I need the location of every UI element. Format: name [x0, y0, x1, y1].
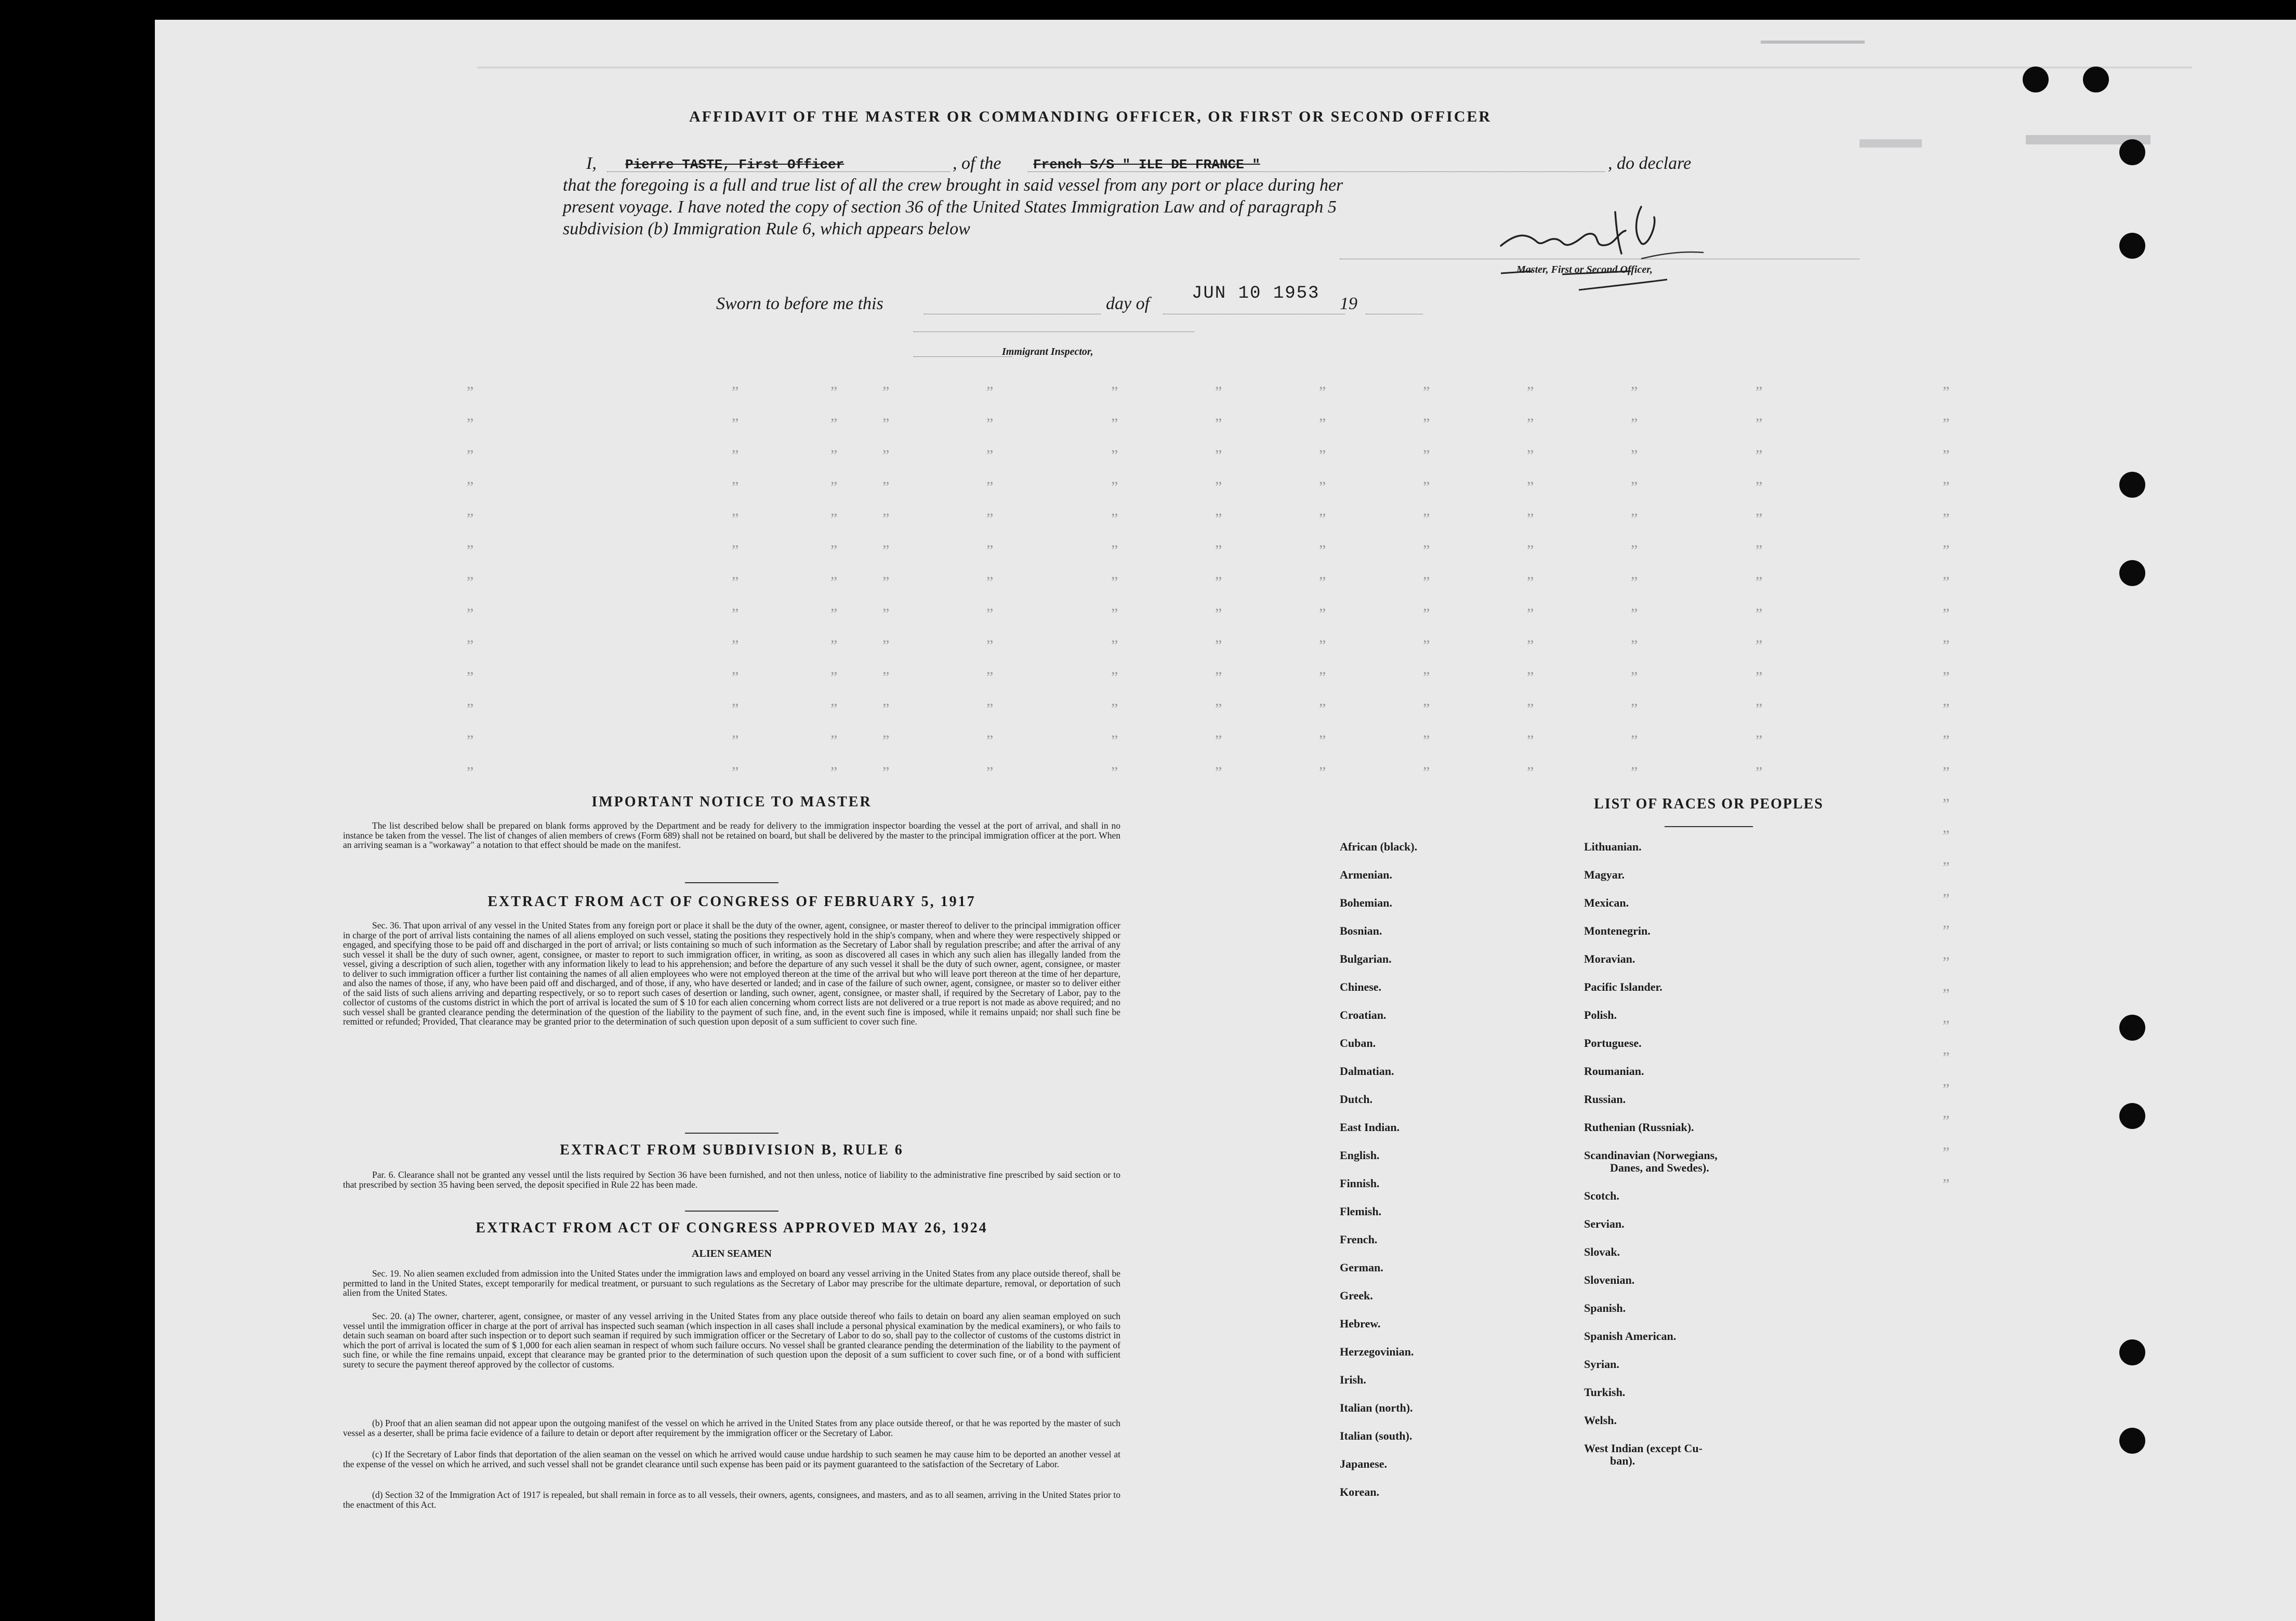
ditto-mark: ”: [732, 415, 739, 432]
ditto-mark: ”: [1756, 637, 1763, 654]
race-item: Spanish American.: [1584, 1330, 1677, 1343]
ditto-mark: ”: [986, 732, 994, 749]
ditto-mark: ”: [467, 574, 474, 591]
ditto-mark: ”: [986, 383, 994, 401]
ditto-mark: ”: [1111, 383, 1118, 401]
ditto-mark: ”: [1756, 605, 1763, 622]
ditto-mark: ”: [1319, 447, 1326, 464]
ditto-mark: ”: [467, 542, 474, 559]
ditto-mark: ”: [1111, 732, 1118, 749]
race-item: Bulgarian.: [1340, 952, 1392, 965]
ditto-mark: ”: [1943, 827, 1950, 844]
document-page: [155, 20, 2296, 1621]
race-item: West Indian (except Cu-: [1584, 1442, 1703, 1455]
ditto-mark: ”: [986, 415, 994, 432]
ditto-mark: ”: [882, 637, 890, 654]
race-item: Hebrew.: [1340, 1317, 1381, 1330]
notice-body: The list described below shall be prepared on blank forms approved by the Department and be ready for delivery to the immigration inspector boarding the vessel at the port of arrival, and shall in no instance be taken from the vessel. The list of changes of alien members of crews (Form 689) shall not be retained on board, but shall be delivered by the master to the principal immigration officer at the port. When an arriving seaman is a "workaway" a notation to that effect should be made on the manifest.: [343, 820, 1120, 850]
affidavit-i-label: I,: [586, 154, 597, 173]
ditto-mark: ”: [1319, 732, 1326, 749]
race-item: English.: [1340, 1149, 1380, 1162]
ditto-mark: ”: [1756, 447, 1763, 464]
ditto-mark: ”: [1527, 605, 1534, 622]
race-item: Turkish.: [1584, 1386, 1626, 1399]
race-item: Chinese.: [1340, 980, 1382, 993]
ditto-mark: ”: [830, 415, 838, 432]
race-item: Bohemian.: [1340, 896, 1392, 909]
act1917-body: Sec. 36. That upon arrival of any vessel in the United States from any foreign port or place it shall be the duty of the owner, agent, consignee, or master thereof to deliver to the principal immigration officer in charge of the port of arrival lists containing the names of all aliens employed on such vessel, stating the positions they respectively hold in the ship's company, when and where they were respectively shipped or engaged, and specifying those to be paid off and discharged in the port of arrival; or lists containing so much of such information as the Secretary of Labor shall by regulation prescribe; and after the arrival of any such vessel it shall be the duty of such owner, agent, consignee, or master to report to such immigration officer, in writing, as soon as discovered all cases in which any such alien has illegally landed from the vessel, giving a description of such alien, together with any information likely to lead to his apprehension; and before the departure of any such vessel it shall be the duty of such owner, agent, consignee, or master to deliver to such immigration officer a further list containing the names of all alien employees who were not employed thereon at the time of the arrival but who will leave port thereon at the time of her departure, and also the names of those, if any, who have been paid off and discharged, and of those, if any, who have deserted or landed; and in case of the failure of such owner, agent, consignee, or master so to deliver either of the said lists of such aliens arriving and departing respectively, or so to report such cases of desertion or landing, such owner, agent, consignee, or master shall, if required by the Secretary of Labor, pay to the collector of customs of the customs district in which the port of arrival is located the sum of $ 10 for each alien concerning whom correct lists are not delivered or a true report is not made as above required; and no such vessel shall be granted clearance pending the determination of the question of the liability to the payment of such fine, and, in the event such fine is imposed, while it remains unpaid; nor shall such fine be remitted or refunded; Provided, That clearance may be granted prior to the determination of such question upon deposit of a sum sufficient to cover such fine.: [343, 920, 1120, 1027]
race-item: East Indian.: [1340, 1121, 1400, 1134]
ditto-mark: ”: [467, 510, 474, 527]
ditto-mark: ”: [830, 700, 838, 718]
ditto-mark: ”: [1943, 605, 1950, 622]
ditto-mark: ”: [1943, 383, 1950, 401]
ditto-mark: ”: [467, 479, 474, 496]
ditto-mark: ”: [1631, 669, 1638, 686]
ditto-mark: ”: [986, 669, 994, 686]
ditto-mark: ”: [1423, 574, 1430, 591]
ditto-mark: ”: [986, 637, 994, 654]
act1924-sec20a: Sec. 20. (a) The owner, charterer, agent, consignee, or master of any vessel arriving in the United States from any place outside thereof who fails to detain on board any alien seaman employed on such vessel until the immigration officer in charge at the port of arrival has inspected such seaman (which inspection in all cases shall include a personal physical examination by the medical examiners), or who fails to detain such seaman on board after such inspection or to deport such seaman if required by such immigration officer or the Secretary of Labor to do so, shall pay to the collector of customs of the customs district in which the port of arrival is located the sum of $ 1,000 for each alien seaman in respect of whom such failure occurs. No vessel shall be granted clearance pending the determination of the liability to the payment of such fine, or while the fine remains unpaid, except that clearance may be granted prior to the determination of such question upon the deposit of a sum sufficient to cover such fine, or of a bond with sufficient surety to secure the payment thereof approved by the collector of customs.: [343, 1311, 1120, 1370]
inspector-label: Immigrant Inspector,: [1002, 346, 1093, 357]
ditto-mark: ”: [1111, 542, 1118, 559]
ditto-mark: ”: [1215, 637, 1222, 654]
races-heading: LIST OF RACES OR PEOPLES: [1594, 796, 1824, 812]
bleed-mark: [477, 67, 2192, 82]
ditto-mark: ”: [1943, 1017, 1950, 1034]
ditto-mark: ”: [986, 700, 994, 718]
ditto-mark: ”: [732, 510, 739, 527]
ditto-mark: ”: [1423, 479, 1430, 496]
ditto-mark: ”: [1943, 795, 1950, 813]
ditto-mark: ”: [882, 732, 890, 749]
act1924-subheading: ALIEN SEAMEN: [692, 1248, 772, 1259]
ditto-mark: ”: [882, 605, 890, 622]
ditto-mark: ”: [1319, 415, 1326, 432]
ditto-mark: ”: [1319, 605, 1326, 622]
ditto-mark: ”: [1631, 605, 1638, 622]
ditto-mark: ”: [1943, 1081, 1950, 1098]
ditto-mark: ”: [830, 383, 838, 401]
ditto-mark: ”: [732, 542, 739, 559]
ditto-mark: ”: [1423, 732, 1430, 749]
signature-caption: Master, First or Second Officer,: [1516, 264, 1653, 275]
ditto-mark: ”: [1631, 732, 1638, 749]
punch-hole: [2119, 139, 2145, 165]
ditto-mark: ”: [1319, 574, 1326, 591]
ditto-mark: ”: [830, 574, 838, 591]
rule6-body: Par. 6. Clearance shall not be granted any vessel until the lists required by Section 36 have been furnished, and not then unless, notice of liability to the administrative fine prescribed by said section or to that prescribed by section 35 having been served, the deposit specified in Rule 22 has been made.: [343, 1170, 1120, 1190]
race-item: Italian (south).: [1340, 1429, 1413, 1442]
ditto-mark: ”: [732, 637, 739, 654]
ditto-mark: ”: [882, 415, 890, 432]
punch-hole: [2119, 1428, 2145, 1454]
section-divider: [1665, 826, 1753, 827]
race-item: Roumanian.: [1584, 1065, 1644, 1078]
ditto-mark: ”: [986, 605, 994, 622]
ditto-mark: ”: [1527, 637, 1534, 654]
ditto-mark: ”: [882, 510, 890, 527]
race-item: Spanish.: [1584, 1301, 1626, 1314]
ditto-mark: ”: [732, 447, 739, 464]
ditto-mark: ”: [1527, 510, 1534, 527]
ditto-mark: ”: [830, 732, 838, 749]
race-item: Dalmatian.: [1340, 1065, 1394, 1078]
punch-hole: [2119, 233, 2145, 259]
race-item: Pacific Islander.: [1584, 980, 1662, 993]
ditto-mark: ”: [830, 764, 838, 781]
affidavit-of-the: , of the: [953, 154, 1001, 173]
ditto-mark: ”: [467, 669, 474, 686]
ditto-mark: ”: [986, 542, 994, 559]
ditto-mark: ”: [1215, 764, 1222, 781]
ditto-mark: ”: [467, 764, 474, 781]
affidavit-heading: AFFIDAVIT OF THE MASTER OR COMMANDING OFFICER, OR FIRST OR SECOND OFFICER: [689, 108, 1492, 125]
race-item: Flemish.: [1340, 1205, 1382, 1218]
race-item: Russian.: [1584, 1093, 1626, 1106]
ditto-mark: ”: [1631, 415, 1638, 432]
ditto-mark: ”: [830, 542, 838, 559]
race-item: ban).: [1610, 1454, 1635, 1467]
ditto-mark: ”: [986, 447, 994, 464]
ditto-mark: ”: [1631, 764, 1638, 781]
ditto-mark: ”: [1215, 542, 1222, 559]
race-item: French.: [1340, 1233, 1378, 1246]
ditto-mark: ”: [986, 764, 994, 781]
punch-hole: [2119, 472, 2145, 498]
ditto-mark: ”: [1111, 479, 1118, 496]
ditto-mark: ”: [1215, 605, 1222, 622]
act1924-sec20c: (c) If the Secretary of Labor finds that deportation of the alien seaman on the vessel on which he arrived would cause undue hardship to such seamen he may cause him to be deported an another vessel at the expense of the vessel on which he arrived, and such vessel shall not be grandet clearance until such expense has been paid or its payment guaranteed to the satisfaction of the Secretary of Labor.: [343, 1449, 1120, 1469]
ditto-mark: ”: [732, 605, 739, 622]
section-divider: [685, 882, 778, 883]
ditto-mark: ”: [1215, 700, 1222, 718]
officer-name: Pierre TASTE, First Officer: [625, 157, 844, 172]
ditto-mark: ”: [1423, 764, 1430, 781]
ditto-mark: ”: [1756, 479, 1763, 496]
ditto-mark: ”: [1943, 1176, 1950, 1193]
act1924-sec20b: (b) Proof that an alien seaman did not appear upon the outgoing manifest of the vessel on which he arrived in the United States from any place outside thereof, or that he was reported by the master of such vessel as a deserter, shall be prima facie evidence of a failure to detain or deport after requirement by the immigration officer or the Secretary of Labor.: [343, 1418, 1120, 1438]
ditto-mark: ”: [986, 479, 994, 496]
affidavit-do-declare: , do declare: [1608, 154, 1692, 173]
race-item: Croatian.: [1340, 1008, 1387, 1021]
ditto-mark: ”: [1756, 574, 1763, 591]
race-item: Slovenian.: [1584, 1273, 1635, 1286]
ditto-mark: ”: [1527, 415, 1534, 432]
race-item: Ruthenian (Russniak).: [1584, 1121, 1694, 1134]
ditto-mark: ”: [1215, 383, 1222, 401]
notice-heading: IMPORTANT NOTICE TO MASTER: [591, 794, 872, 810]
ditto-mark: ”: [830, 447, 838, 464]
ditto-mark: ”: [882, 669, 890, 686]
ditto-mark: ”: [1943, 574, 1950, 591]
act1924-heading: EXTRACT FROM ACT OF CONGRESS APPROVED MAY 26, 1924: [476, 1220, 988, 1236]
race-item: Herzegovinian.: [1340, 1345, 1414, 1358]
ditto-mark: ”: [882, 447, 890, 464]
ditto-mark: ”: [1111, 669, 1118, 686]
affidavit-line-2: that the foregoing is a full and true list of all the crew brought in said vessel from any port or place during her: [563, 176, 1343, 195]
ditto-mark: ”: [1111, 764, 1118, 781]
ditto-mark: ”: [1943, 859, 1950, 876]
ditto-mark: ”: [1527, 700, 1534, 718]
race-item: Slovak.: [1584, 1245, 1620, 1258]
ditto-mark: ”: [1215, 415, 1222, 432]
race-item: Italian (north).: [1340, 1401, 1413, 1414]
ditto-mark: ”: [1423, 383, 1430, 401]
ditto-mark: ”: [1215, 479, 1222, 496]
punch-hole: [2119, 1015, 2145, 1041]
race-item: Lithuanian.: [1584, 840, 1642, 853]
act1924-sec19: Sec. 19. No alien seamen excluded from admission into the United States under the immigration laws and employed on board any vessel arriving in the United States from any place outside thereof, shall be permitted to land in the United States, except temporarily for medical treatment, or pursuant to such regulations as the Secretary of Labor may prescribe for the ultimate departure, removal, or deportation of such alien from the United States.: [343, 1268, 1120, 1298]
ditto-mark: ”: [1943, 764, 1950, 781]
ditto-mark: ”: [1319, 542, 1326, 559]
ditto-mark: ”: [1111, 700, 1118, 718]
ditto-mark: ”: [1756, 383, 1763, 401]
ditto-mark: ”: [1423, 447, 1430, 464]
ditto-mark: ”: [1943, 479, 1950, 496]
race-item: Armenian.: [1340, 868, 1392, 881]
ditto-mark: ”: [1631, 700, 1638, 718]
ditto-mark: ”: [1111, 605, 1118, 622]
ditto-mark: ”: [882, 479, 890, 496]
ditto-mark: ”: [1111, 510, 1118, 527]
bleed-mark: [1859, 139, 1922, 148]
ditto-mark: ”: [1943, 669, 1950, 686]
ditto-mark: ”: [467, 732, 474, 749]
race-item: Scotch.: [1584, 1189, 1619, 1202]
ditto-mark: ”: [1215, 732, 1222, 749]
affidavit-line-4: subdivision (b) Immigration Rule 6, which appears below: [563, 219, 970, 238]
ditto-mark: ”: [467, 447, 474, 464]
ditto-mark: ”: [1631, 510, 1638, 527]
race-item: German.: [1340, 1261, 1383, 1274]
ditto-mark: ”: [1111, 637, 1118, 654]
ditto-mark: ”: [1756, 700, 1763, 718]
race-item: Greek.: [1340, 1289, 1373, 1302]
strike-marks: [1501, 264, 1688, 305]
race-item: Syrian.: [1584, 1358, 1619, 1371]
ditto-mark: ”: [1215, 447, 1222, 464]
ditto-mark: ”: [1756, 415, 1763, 432]
sworn-label: Sworn to before me this: [716, 294, 883, 313]
ditto-mark: ”: [467, 637, 474, 654]
ditto-mark: ”: [830, 479, 838, 496]
ditto-mark: ”: [882, 383, 890, 401]
ditto-mark: ”: [732, 479, 739, 496]
race-item: Japanese.: [1340, 1457, 1388, 1470]
dotted-line: [914, 356, 1012, 357]
ditto-mark: ”: [1943, 1112, 1950, 1130]
ditto-mark: ”: [1319, 479, 1326, 496]
ditto-mark: ”: [732, 732, 739, 749]
signature: [1485, 196, 1776, 274]
ditto-mark: ”: [1943, 954, 1950, 971]
ditto-mark: ”: [986, 574, 994, 591]
ditto-mark: ”: [1756, 732, 1763, 749]
date-stamp: JUN 10 1953: [1192, 284, 1320, 303]
act1924-sec20d: (d) Section 32 of the Immigration Act of 1917 is repealed, but shall remain in force as to all vessels, their owners, agents, consignees, and masters, and as to all seamen, arriving in the United States prior to the enactment of this Act.: [343, 1490, 1120, 1510]
ditto-mark: ”: [732, 669, 739, 686]
ditto-mark: ”: [1631, 479, 1638, 496]
ditto-mark: ”: [467, 700, 474, 718]
ditto-mark: ”: [1319, 637, 1326, 654]
ditto-mark: ”: [732, 574, 739, 591]
ditto-mark: ”: [1423, 637, 1430, 654]
ditto-mark: ”: [1943, 891, 1950, 908]
section-divider: [685, 1211, 778, 1212]
ditto-mark: ”: [1215, 669, 1222, 686]
ditto-mark: ”: [1631, 637, 1638, 654]
ditto-mark: ”: [1319, 383, 1326, 401]
ditto-mark: ”: [1943, 637, 1950, 654]
ditto-mark: ”: [830, 605, 838, 622]
ditto-mark: ”: [1423, 542, 1430, 559]
ditto-mark: ”: [467, 383, 474, 401]
ditto-mark: ”: [1943, 1144, 1950, 1161]
ditto-mark: ”: [1423, 669, 1430, 686]
ditto-mark: ”: [1756, 669, 1763, 686]
ditto-mark: ”: [882, 542, 890, 559]
punch-hole: [2023, 67, 2049, 92]
ditto-mark: ”: [1756, 542, 1763, 559]
race-item: Montenegrin.: [1584, 924, 1651, 937]
race-item: Dutch.: [1340, 1093, 1373, 1106]
punch-hole: [2119, 1103, 2145, 1129]
ditto-mark: ”: [1319, 700, 1326, 718]
ditto-mark: ”: [882, 700, 890, 718]
day-of-label: day of: [1106, 294, 1150, 313]
race-item: Servian.: [1584, 1217, 1625, 1230]
rule6-heading: EXTRACT FROM SUBDIVISION B, RULE 6: [560, 1142, 904, 1158]
ditto-mark: ”: [1943, 1049, 1950, 1066]
ditto-mark: ”: [1943, 732, 1950, 749]
ditto-mark: ”: [830, 637, 838, 654]
race-item: Danes, and Swedes).: [1610, 1161, 1709, 1174]
ditto-mark: ”: [1943, 700, 1950, 718]
act1917-heading: EXTRACT FROM ACT OF CONGRESS OF FEBRUARY 5, 1917: [487, 894, 976, 910]
ditto-mark: ”: [1423, 700, 1430, 718]
ditto-mark: ”: [1111, 415, 1118, 432]
ditto-mark: ”: [1423, 605, 1430, 622]
race-item: Portuguese.: [1584, 1037, 1642, 1049]
bleed-mark: [1761, 41, 1865, 53]
punch-hole: [2119, 1339, 2145, 1365]
race-item: African (black).: [1340, 840, 1418, 853]
dotted-line: [914, 331, 1194, 332]
ditto-mark: ”: [1423, 510, 1430, 527]
affidavit-line-3: present voyage. I have noted the copy of section 36 of the United States Immigration Law and of paragraph 5: [563, 197, 1337, 217]
vessel-name: French S/S " ILE DE FRANCE ": [1033, 157, 1260, 172]
ditto-mark: ”: [1215, 574, 1222, 591]
ditto-mark: ”: [1943, 447, 1950, 464]
year-prefix: 19: [1340, 294, 1357, 313]
race-item: Mexican.: [1584, 896, 1629, 909]
ditto-mark: ”: [830, 669, 838, 686]
ditto-mark: ”: [1527, 732, 1534, 749]
ditto-mark: ”: [1631, 447, 1638, 464]
ditto-mark: ”: [467, 605, 474, 622]
ditto-mark: ”: [1527, 574, 1534, 591]
ditto-mark: ”: [1423, 415, 1430, 432]
ditto-mark: ”: [1319, 510, 1326, 527]
race-item: Finnish.: [1340, 1177, 1380, 1190]
ditto-mark: ”: [830, 510, 838, 527]
ditto-mark: ”: [882, 764, 890, 781]
ditto-mark: ”: [467, 415, 474, 432]
race-item: Moravian.: [1584, 952, 1635, 965]
ditto-mark: ”: [1631, 383, 1638, 401]
race-item: Cuban.: [1340, 1037, 1376, 1049]
race-item: Irish.: [1340, 1373, 1366, 1386]
ditto-mark: ”: [1943, 986, 1950, 1003]
ditto-mark: ”: [1943, 542, 1950, 559]
ditto-mark: ”: [1111, 574, 1118, 591]
ditto-mark: ”: [1215, 510, 1222, 527]
ditto-mark: ”: [1527, 447, 1534, 464]
ditto-mark: ”: [1527, 383, 1534, 401]
race-item: Polish.: [1584, 1008, 1617, 1021]
ditto-mark: ”: [732, 383, 739, 401]
race-item: Scandinavian (Norwegians,: [1584, 1149, 1718, 1162]
race-item: Bosnian.: [1340, 924, 1382, 937]
ditto-mark: ”: [1527, 669, 1534, 686]
ditto-mark: ”: [1527, 479, 1534, 496]
race-item: Magyar.: [1584, 868, 1625, 881]
ditto-mark: ”: [1943, 510, 1950, 527]
ditto-mark: ”: [1319, 669, 1326, 686]
section-divider: [685, 1133, 778, 1134]
ditto-mark: ”: [986, 510, 994, 527]
ditto-mark: ”: [732, 764, 739, 781]
race-item: Korean.: [1340, 1485, 1379, 1498]
ditto-mark: ”: [1111, 447, 1118, 464]
ditto-mark: ”: [1631, 542, 1638, 559]
punch-hole: [2119, 560, 2145, 586]
ditto-mark: ”: [1527, 764, 1534, 781]
ditto-mark: ”: [882, 574, 890, 591]
ditto-mark: ”: [1756, 764, 1763, 781]
ditto-mark: ”: [1756, 510, 1763, 527]
race-item: Welsh.: [1584, 1414, 1617, 1427]
ditto-mark: ”: [1631, 574, 1638, 591]
ditto-mark: ”: [732, 700, 739, 718]
ditto-mark: ”: [1943, 415, 1950, 432]
ditto-mark: ”: [1943, 922, 1950, 939]
ditto-mark: ”: [1527, 542, 1534, 559]
ditto-mark: ”: [1319, 764, 1326, 781]
punch-hole: [2083, 67, 2109, 92]
